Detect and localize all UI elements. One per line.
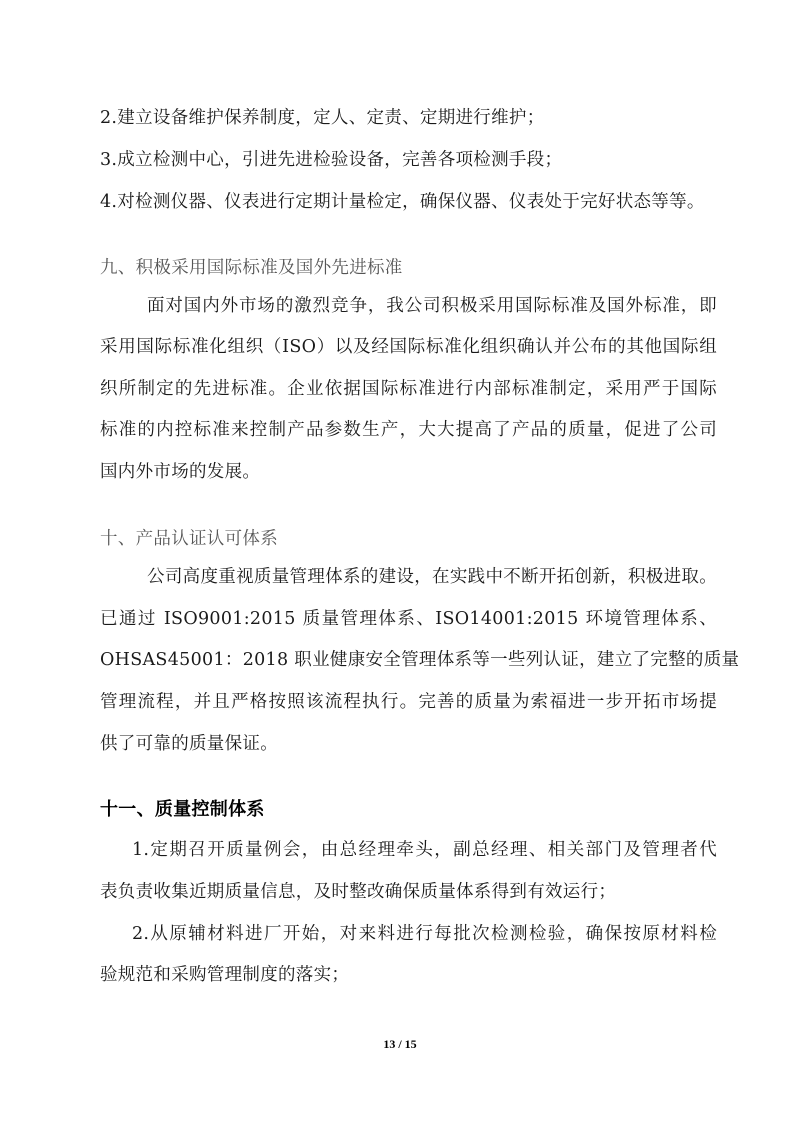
paragraph-line: 织所制定的先进标准。企业依据国际标准进行内部标准制定，采用严于国际 <box>100 379 717 399</box>
section-heading: 十、产品认证认可体系 <box>100 529 278 549</box>
paragraph-line: 管理流程，并且严格按照该流程执行。完善的质量为索福进一步开拓市场提 <box>100 692 717 712</box>
paragraph-line: 验规范和采购管理制度的落实； <box>100 965 350 985</box>
section-heading: 十一、质量控制体系 <box>100 799 265 820</box>
section-heading: 九、积极采用国际标准及国外先进标准 <box>100 258 403 278</box>
paragraph-line: OHSAS45001：2018 职业健康安全管理体系等一些列认证，建立了完整的质量 <box>100 650 740 670</box>
paragraph-line: 面对国内外市场的激烈竞争，我公司积极采用国际标准及国外标准，即 <box>147 296 717 316</box>
paragraph-line: 采用国际标准化组织（ISO）以及经国际标准化组织确认并公布的其他国际组 <box>100 337 717 357</box>
paragraph-line: 国内外市场的发展。 <box>100 462 261 482</box>
paragraph-line: 2.从原辅材料进厂开始，对来料进行每批次检测检验，确保按原材料检 <box>132 924 717 944</box>
page-number: 13 / 15 <box>383 1037 417 1051</box>
paragraph-line: 1.定期召开质量例会，由总经理牵头，副总经理、相关部门及管理者代 <box>132 840 717 860</box>
paragraph-line: 供了可靠的质量保证。 <box>100 734 278 754</box>
paragraph-line: 已通过 ISO9001:2015 质量管理体系、ISO14001:2015 环境管理体系、 <box>100 609 717 629</box>
list-item: 4.对检测仪器、仪表进行定期计量检定，确保仪器、仪表处于完好状态等等。 <box>100 192 705 212</box>
paragraph-line: 标准的内控标准来控制产品参数生产，大大提高了产品的质量，促进了公司 <box>100 420 717 440</box>
list-item: 3.成立检测中心，引进先进检验设备，完善各项检测手段； <box>100 150 563 170</box>
paragraph-line: 公司高度重视质量管理体系的建设，在实践中不断开拓创新，积极进取。 <box>147 567 717 587</box>
paragraph-line: 表负责收集近期质量信息，及时整改确保质量体系得到有效运行； <box>100 882 617 902</box>
list-item: 2.建立设备维护保养制度，定人、定责、定期进行维护； <box>100 108 545 128</box>
